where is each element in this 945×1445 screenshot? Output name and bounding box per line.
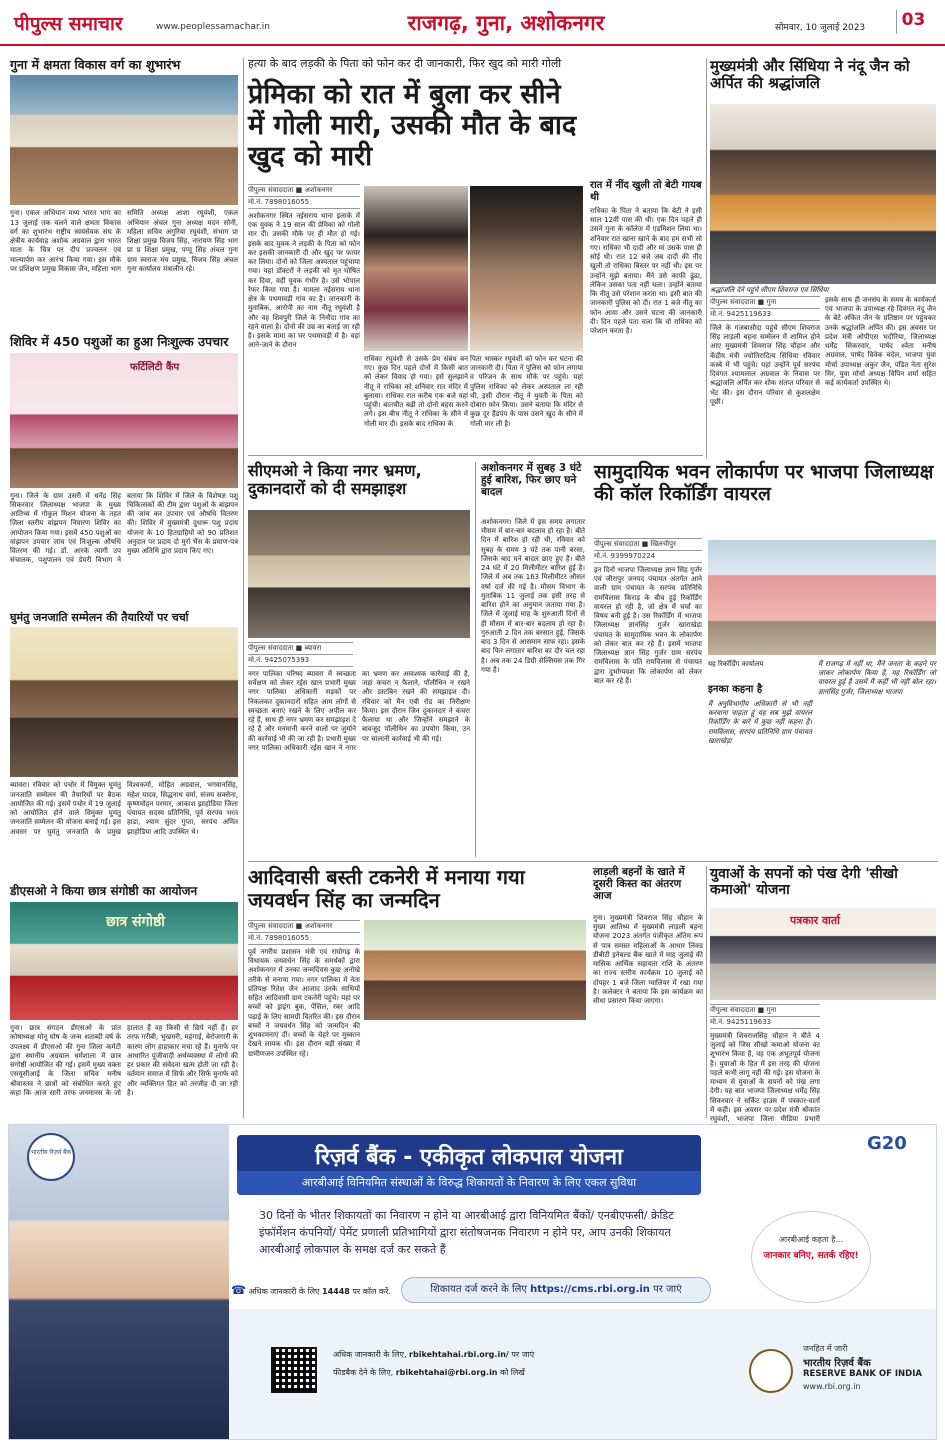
story-dso-text: गुना। छात्र संगठन डीएसओ के प्रांत कोषाध्यक्ष मोनू घोष के जन्म शताब्दी वर्ष के उपलक्ष्य में डीएसओ की गुना जिला कमेटी द्वारा स्थानीय अग्रवाल धर्मशाला में छात्र संगोष्ठी आयोजित की गई। इसमें मुख्य वक्ता एसयूसीआई के जिला सचिव मनीष श्रीवास्तव ने छात्रों को संबोधित करते हुए कहा कि आज सारी तरफ जनमानस के जो हालात हैं वह किसी से छिपे नहीं हैं। हर तरफ गरीबी, भुखमरी, महंगाई, बेरोजगारी के कारण लोग हाहाकार मचा रहे हैं। मुनाफे पर आधारित पूंजीवादी अर्थव्यवस्था में लोगों की हर प्रकार की संवेदना खत्म होती जा रही है। वर्तमान समाज में सिर्फ और सिर्फ मुनाफे को और व्यक्तिगत हित को तरजीह दी जा रही है। [10,1024,238,1097]
divider [243,58,244,1118]
ladli-text: गुना। मुख्यमंत्री शिवराज सिंह चौहान के मुख्य आतिथ्य में मुख्यमंत्री लाड़ली बहना योजना 2023 अंतर्गत पंजीकृत अंतिम रूप से पात्र समस्त महिलाओं के आधार लिंक्ड डीबीटी इनेबल्ड बैंक खाते में माह जुलाई की मासिक आर्थिक सहायता राशि के अंतरण का राज्य स्तरीय कार्यक्रम 10 जुलाई को दोपहर 1 बजे जिला ग्वालियर में रखा गया है। कलेक्टर ने बताया कि इस कार्यक्रम का सीधा प्रसारण किया जाएगा। [593,914,703,1006]
youth-text: मुख्यमंत्री शिवराजसिंह चौहान ने बीते 4 जुलाई को जिस सीखो कमाओ योजना का शुभारंभ किया है, वह एक अभूतपूर्व योजना है। युवाओं के हित में इस तरह की योजना पहले कभी लागू नहीं की गई। इस योजना के माध्यम से युवाओं के सपनों को पंख लगा देगी। यह बात भाजपा जिलाध्यक्ष धर्मेंद्र सिंह सिकरवार ने सर्किट हाउस में पत्रकार-वार्ता में कही। इस अवसर पर प्रदेश मंत्री श्रीकांत रघुवंशी, भाजपा जिला मीडिया प्रभारी [710,1032,820,1124]
cm-phone: मो.नं. 9425119633 [710,309,820,321]
cm-text-2: इसके साथ ही जनसंघ के समय के कार्यकर्ता एवं भाजपा के उपाध्यक्ष रहे दिवंगत नंदू जैन के बेटे अंकित जैन के प्रतिष्ठान पर पहुंचकर उनके श्रद्धांजलि अर्पित की। इस अवसर पर प्रदेश मंत्री ओपीएस भदौरिया, जिलाध्यक्ष धर्मेंद्र सिकरवार, पार्षद श्वेता मनीष अग्रवाल, पार्षद विवेक चंदेल, भाजपा युवा मोर्चा उपाध्यक्ष अंकुर जैन, पंडित नेता सुरेश मिर, युवा मोर्चा अध्यक्ष विपिन शर्मा सहित कई कार्यकर्ता उपस्थित थे। [825,296,936,388]
bhawan-sign: यह रिकॉर्डिंग कार्यालय [708,660,764,668]
public-interest: जनहित में जारी [803,1344,848,1353]
site-url[interactable]: www.peoplessamachar.in [156,22,270,32]
story-capacity-text: गुना। एकल अभियान मध्य भारत भाग का 13 जुलाई तक चलने वाले क्षमता विकास वर्ग का शुभारंभ राष्ट्रीय स्वयंसेवक संघ के क्षेत्रीय कार्यवाह अशोक अग्रवाल द्वारा भारत माता के चित्र पर दीप प्रज्वलन एवं माल्यार्पण कर आरंभ किया गया। इस मौके पर प्रशिक्षण प्रमुख विकास जैन, महिला भाग समिति अध्यक्ष आशा रघुवंशी, एकल अभियान अंचल गुना अध्यक्ष मदन सोनी, महिला सचिव अंगुरिया रघुवंशी, संभाग प्रा शिक्षा प्रमुख विजय सिंह, नारायण सिंह भाग प्रा प्र शिक्षा प्रमुख, पप्पू सिंह अंचल गुना ग्राम स्वराज मंच प्रमुख, विजय सिंह अंचल गुना कार्यालय मंत्रालीन रहे। [10,209,238,273]
bank-name-english: RESERVE BANK OF INDIA [803,1369,922,1379]
cmo-phone: मो.नं. 9425075393 [248,655,353,667]
cm-byline: पीपुल्स संवाददाता ■ गुना [710,296,820,309]
lead-caption-2: पिता भास्कर रघुवंशी को फोन कर घटना की जानकारी दी। पिता ने पुलिस को फोन लगाया व परिजन के साथ मौके पर पहुंचे। यहां पुलिस राधिका को लेकर अस्पताल ला रही थी, इसी दौरान नीतू ने युवती के पिता को दोबारा फोन किया। उसने बताया कि मंदिर से कुछ दूर हैंडपंप के पास उसने खुद के सीने में गोली मार ली है। [470,355,583,428]
info-post: पर जाएं [511,1350,535,1359]
vet-camp-banner: फर्टिलिटी कैंप [130,361,180,373]
sidebar-headline: रात में नींद खुली तो बेटी गायब थी [590,180,702,203]
quote-2: मैं राजगढ़ में नहीं था, मैंने जनता के कहने पर जाकर लोकार्पण किया है, यह रिकॉर्डिंग जो वायरल हुई है उसमें मैं कहीं भी नहीं बोल रहा। ज्ञानसिंह गुर्जर, जिलाध्यक्ष भाजपा [818,660,936,696]
aware-slogan: जानकार बनिए, सतर्क रहिए! [763,1251,859,1261]
page-number: 03 [896,10,930,34]
ad-footer [229,1309,936,1439]
portal-post: पर जाएं [653,1284,682,1295]
cm-photo-caption: श्रद्धांजलि देने पहुंचे सीएम शिवराज एवं सिंधिया [710,286,829,294]
divider [706,58,707,458]
youth-phone: मो.नं. 9425119633 [710,1017,820,1029]
photo-press-conference [710,908,936,1000]
photo-dso-seminar [10,902,238,1020]
region-title: राजगढ़, गुना, अशोकनगर [407,11,605,35]
ad-body: 30 दिनों के भीतर शिकायतों का निवारण न होने या आरबीआई द्वारा विनियमित बैंकों/ एनबीएफसी/ क्रेडिट इंफॉर्मेशन कंपनियों/ पेमेंट प्रणाली प्रतिभागियों द्वारा संतोषजनक निवारण न होने पर, आप उनकी शिकायत आरबीआई लोकपाल के समक्ष दर्ज कर सकते हैं [259,1209,674,1257]
bhawan-quote-block [708,660,936,856]
helpline-post: पर कॉल करें. [352,1287,391,1296]
story-vet-camp-text: गुना। जिले के ग्राम उसरी में धनेंद्र सिंह सिकरवार जिलाध्यक्ष भाजपा के मुख्य आतिथ्य में गोकुल मिशन योजना के तहत जिला स्तरीय वांझपन निवारण शिविर का आयोजन किया गया। इसमें 450 पशुओं का वांझपन उपचार जांच एवं निःशुल्क औषधि वितरण की गई। डॉ. आरके त्यागी उप संचालक, पशुपालन एवं डेयरी विभाग ने बताया कि शिविर में जिले के विशेषज्ञ पशु चिकित्सकों की टीम द्वारा पशुओं के बांझपन की जांच कर उपचार एवं औषधि वितरण की। शिविर में मुख्यमंत्री दुधारू पशु प्रदाय योजना के 10 हितग्राहियों को 90 प्रतिशत अनुदान पर प्रदाय दो मुर्रा भैंस के प्रमाण-पत्र मुख्य अतिथि द्वारा प्रदाय किए गए। [10,491,238,565]
dso-banner: छात्र संगोष्ठी [106,914,165,931]
tribal-headline: आदिवासी बस्ती टकनेरी में मनाया गया जयवर्धन सिंह का जन्मदिन [248,865,525,912]
bhawan-byline: पीपुल्स संवाददाता ■ खिलचीपुर [594,538,702,551]
bhawan-story [594,462,936,858]
divider [706,866,707,1118]
ad-title: रिज़र्व बैंक - एकीकृत लोकपाल योजना [315,1145,623,1170]
rain-headline: अशोकनगर में सुबह 3 घंटे हुई बारिश, फिर छाए घने बादल [481,462,582,499]
rbi-seal-right [749,1349,793,1393]
sidebar-text: राधिका के पिता ने बताया कि बेटी ने इसी साल 12वीं पास की थी। एक दिन पहले ही उसने गुना के कॉलेज में एडमिशन लिया था। शनिवार रात खाना खाने के बाद हम सभी सो गए। राधिका भी दादी और मां उसके पास ही सोई थी। रात 12 बजे जब दादी की नींद खुली तो राधिका बिस्तर पर नहीं थी। इस पर उन्होंने मुझे बताया। मैंने उसे काफी ढूंढा, लेकिन उसका पता नहीं चला। उन्होंने बताया कि नीतू उसे परेशान करता था। इसी बात की जानकारी पुलिस को दी। रात 1 बजे नीतू का फोन आया और उसने घटना की जानकारी दी। दिन पहले पता चला कि वो राधिका को परेशान करता है। [590,207,702,336]
photo-victim [364,186,468,351]
lead-phone: मो.नं. 7898016055 [248,197,360,209]
bhawan-text: इन दिनों भाजपा जिलाध्यक्ष ज्ञान सिंह गुर्जर एवं जीरापुर जनपद पंचायत अंतर्गत आने वाली ग्राम पंचायत के सरपंच प्रतिनिधि रामविलास किराड़ के बीच हुई रिकॉर्डिंग वायरल हो रही है, जो क्षेत्र में चर्चा का विषय बनी हुई है। उस रिकॉर्डिंग में भाजपा जिलाध्यक्ष ज्ञानसिंह गुर्जर खाराखेड़ा पंचायत के सामुदायिक भवन के लोकार्पण को लेकर बात कर रहे हैं। इसमें भाजपा जिलाध्यक्ष ज्ञान सिंह गुर्जर ग्राम सरपंच रामविलास के पति रामविलास से पंचायत द्वारा दुर्भाग्यवश कि लोकार्पण को लेकर बात कर रहे हैं। [594,566,702,685]
cm-headline: मुख्यमंत्री और सिंधिया ने नंदू जैन को अर्पित की श्रद्धांजलि [710,57,910,93]
story-nomad-title: घुमंतु जनजाति सम्मेलन की तैयारियों पर चर्चा [10,610,189,624]
photo-capacity-event [10,75,238,205]
issue-date: सोमवार, 10 जुलाई 2023 [775,23,866,33]
bhawan-body-left [594,538,702,858]
tribal-story [248,866,586,1118]
story-nomad-text: ब्यावरा। रविवार को पचोर में विमुक्त घुमंतु जनजाति सम्मेलन की तैयारियों पर बैठक आयोजित की गई। इसमें पचोर में 19 जुलाई को आयोजित होने वाले विमुक्त घुमंतु जनजाति सम्मेलन की योजना बनाई गई। इस अवसर पर घुमंतु जनजाति के प्रमुख विश्वकर्मा, मोहित अग्रवाल, भगवानसिंह, महेश यादव, सिद्धनाथ वर्मा, संजय सक्सेना, कृष्णमोहन परमार, आकाश झाहोडिया जिला पंचायत सदस्य प्रतिनिधि, पूर्व सरपंच भरत हाडा, श्याम सुंदर गुप्ता, सरपंच अमित झाहोडिया आदि उपस्थित थे। [10,781,238,836]
divider [248,455,703,456]
rbi-kehta-hai [751,1211,871,1303]
youth-story [710,866,936,1124]
rbi-advertisement [8,1124,937,1440]
masthead [0,0,945,46]
g20-logo: G20 [867,1133,907,1154]
lead-caption-1: राधिका रघुवंशी से उसके प्रेम संबंध बन गए। कुछ दिन पहले दोनों में किसी बात को लेकर विवाद हो गया। इसे सुलझाने नीतू ने राधिका को शनिवार रात मंदिर में बुलाया। राधिका रात करीब एक बजे वहां पहुंची। बातचीत बढ़ी तो दोनों बहस करने लगे। इस बीच नीतू ने राधिका के सीने में गोली मार दी। इसके बाद राधिका के [364,355,468,428]
photo-accused [470,186,583,351]
quote-1: मैं अनुविभागीय अधिकारी से भी नहीं करवाना चाहता हूं यह सब मुझे वायरल रिकॉर्डिंग के बारे में कुछ नहीं कहना है। रामविलास, सरपंच प्रतिनिधि ग्राम पंचायत खाराखेड़ा [708,700,812,745]
bhawan-headline: सामुदायिक भवन लोकार्पण पर भाजपा जिलाध्यक्ष की कॉल रिकॉर्डिंग वायरल [594,461,934,505]
helpline-row [231,1277,396,1303]
rain-story [481,462,585,858]
photo-cm-tribute [710,104,936,284]
photo-community-hall [708,540,936,655]
feedback-pre: फीडबैक देने के लिए, [333,1368,394,1377]
press-banner: पत्रकार वार्ता [790,914,841,927]
complaint-portal-button[interactable] [401,1277,711,1303]
cm-text: जिले के गंजबासौदा पहुंचे सीएम शिवराज सिंह लाड़ली बहना सम्मेलन में शामिल होने आए मुख्यमंत्री शिवराज सिंह चौहान और केंद्रीय मंत्री ज्योतिरादित्य सिंधिया रविवार कस्बे में भी पहुंचे। यहां उन्होंने पूर्व सरपंच दिवंगत श्यामलाल अग्रवाल के निवास पर श्रद्धांजलि अर्पित कर शोक संतप्त परिवार से भेंट की। इस दौरान परिवार से कुशलक्षेम पूछी। [710,324,820,406]
cmo-story [248,462,470,858]
divider [248,861,938,862]
story-dso-title: डीएसओ ने किया छात्र संगोष्ठी का आयोजन [10,884,198,899]
lead-story [248,58,583,453]
photo-vet-camp [10,353,238,488]
youth-body-left [710,1004,820,1124]
rain-text: अशोकनगर। जिले में इस समय लगातार मौसम में बार-बार बदलाव हो रहा है। बीते दिन में बारिश हो रही थी, रविवार को सुबह के समय 3 घंटे तक पानी बरसा, जिसके बाद घने बादल छाए हुए हैं। बीते 24 घंटे में 20 मिलीमीटर बारिश हुई है। जिले में अब तक 163 मिलीमीटर औसत वर्षा दर्ज की गई है। मौसम विभाग के मुताबिक 11 जुलाई तक इसी तरह से बारिश होने का अनुमान जताया गया है। जिले में जुलाई माह के शुरुआती दिनों से ही मौसम में बार-बार बदलाव हो रहा है। गुरुआती 2 दिन तक बरसात हुई, जिसके बाद 3 दिन से आसमान साफ रहा। इसके बाद फिर लगातार बारिश का दौर चल रहा है। अब तक 24 डिग्री सेल्सियस तक गिर गया है। [481,518,585,674]
cmo-headline: सीएमओ ने किया नगर भ्रमण, दुकानदारों को दी समझाइश [248,461,422,499]
lead-kicker: हत्या के बाद लड़की के पिता को फोन कर दी जानकारी, फिर खुद को मारी गोली [248,57,562,70]
story-vet-camp-title: शिविर में 450 पशुओं का हुआ निःशुल्क उपचार [10,334,229,350]
tribal-text: पूर्व नगरीय प्रशासन मंत्री एवं राघोगढ़ के विधायक जयवर्धन सिंह के समर्थकों द्वारा अशोकनगर में उनका जन्मदिवस कुछ अनोखे तरीके से मनाया गया। नगर पालिका में नेता प्रतिपक्ष रितेश जैन आजाद उनके साथियों सहित आदिवासी ग्राम टकनेरी पहुंचे। यहां पर बच्चों को ड्राइंग बुक, पेंसिल, रबर आदि पढ़ाई के लिए सामग्री वितरित की। इस दौरान बच्चों ने जयवर्धन सिंह को जन्मदिन की शुभकामनाएं दीं। बच्चों के चेहरे पर मुस्कान देखने लायक थी। इस दौरान बड़ी संख्या में ग्रामीणजन उपस्थित रहे। [248,948,360,1058]
lead-byline: पीपुल्स संवाददाता ■ अशोकनगर [248,184,360,197]
lead-text: अशोकनगर स्थित नईसराय थाना इलाके में एक युवक ने 19 साल की प्रेमिका को गोली मार दी। उसकी मौके पर ही मौत हो गई। इसके बाद युवक ने लड़की के पिता को फोन कर इसकी जानकारी दी और खुद पर फायर कर लिया। दोनों को जिला अस्पताल पहुंचाया गया। यहां डॉक्टरों ने लड़की को मृत घोषित कर दिया, वहीं युवक गंभीर है। उसे भोपाल रेफर किया गया है। मामला नईसराय थाना क्षेत्र के पथमावड़ी गांव का है। जानकारी के मुताबिक, आरोपी का नाम नीतू रघुवंशी है और वह शिवपुरी जिले के निनौदा गांव का रहने वाला है। दोनों की उम्र का बताई जा रही है। इसके मामा का घर पथमावड़ी में है। वहां आने-जाने के दौरान [248,212,360,350]
phone-icon: ☎ [231,1283,246,1297]
cm-body-left [710,296,820,458]
photo-tribal-children [364,920,586,1020]
tribal-byline: पीपुल्स संवाददाता ■ अशोकनगर [248,920,360,933]
tribal-body-left [248,920,360,1118]
photo-cmo-inspection [248,510,470,638]
ad-subtitle: आरबीआई विनियमित संस्थाओं के विरुद्ध शिकायतों के निवारण के लिए एकल सुविधा [237,1171,701,1195]
info-pre: अधिक जानकारी के लिए, [333,1350,407,1359]
rbi-kehta-hai-label: आरबीआई कहता है... [778,1235,844,1244]
portal-pre: शिकायत दर्ज करने के लिए [430,1284,527,1295]
divider [475,462,476,857]
lead-headline: प्रेमिका को रात में बुला कर सीने में गोली मारी, उसकी मौत के बाद खुद को मारी [248,78,577,172]
tribal-phone: मो.नं. 7898016055 [248,933,360,945]
bank-url[interactable]: www.rbi.org.in [803,1382,861,1391]
rbi-seal-left: भारतीय रिज़र्व बैंक [27,1133,75,1181]
quote-heading: इनका कहना है [708,684,763,695]
feedback-post: को लिखें [500,1368,525,1377]
story-capacity-title: गुना में क्षमता विकास वर्ग का शुभारंभ [10,57,181,72]
youth-headline: युवाओं के सपनों को पंख देगी 'सीखो कमाओ' योजना [710,866,898,899]
info-url[interactable]: rbikehtahai.rbi.org.in/ [409,1350,509,1359]
logo[interactable]: पीपुल्स समाचार [14,13,123,35]
helpline-pre: अधिक जानकारी के लिए [248,1287,320,1296]
ad-title-bar [237,1135,701,1195]
qr-code[interactable] [271,1347,317,1393]
photo-nomad-meeting [10,627,238,777]
feedback-line [333,1367,525,1378]
info-line [333,1349,534,1360]
bhawan-phone: मो.नं. 9399970224 [594,551,702,563]
cmo-text: नगर पालिका परिषद ब्यावरा में स्वच्छता सर्वेक्षण को लेकर रईस खान प्रभारी मुख्य नगर पालिका अधिकारी सड़कों पर निकलकर दुकानदारों सहित आम लोगों से स्वच्छता बनाए रखने के लिए अपील कर रहे हैं, साथ ही नगर भ्रमण कर समझाइश दे रहे हैं और मनमानी करने वालों पर जुर्माने की कार्रवाई भी की जा रही है। प्रभारी मुख्य नगर पालिका अधिकारी रईस खान ने नगर का भ्रमण कर आवश्यक कार्रवाई की है, जहां कचरा न फैलाने, पॉलीथिन न रखने और डस्टबिन रखने की समझाइश दी। रविवार को मैन एबी रोड का निरीक्षण किया। इस दौरान जिन दुकानदार ने कचरा फैलाया था और जिन्होंने समझाने के बावजूद पॉलीथिन का उपयोग किया, उन पर चालानी कार्रवाई भी की गई। [248,670,470,752]
cmo-byline: पीपुल्स संवाददाता ■ ब्यावरा [248,642,353,655]
youth-byline: पीपुल्स संवाददाता ■ गुना [710,1004,820,1017]
ladli-story [593,866,703,1118]
helpline-number[interactable]: 14448 [322,1287,350,1296]
bank-name-hindi: भारतीय रिज़र्व बैंक [803,1358,871,1369]
portal-url[interactable]: https://cms.rbi.org.in [530,1284,650,1295]
feedback-email[interactable]: rbikehtahai@rbi.org.in [395,1368,498,1377]
lead-sidebar [590,180,702,452]
left-column [10,58,238,1118]
cm-tribute-story [710,58,936,458]
ladli-headline: लाड़ली बहनों के खाते में दूसरी किस्त का अंतरण आज [593,866,685,903]
lead-body-block [248,184,360,452]
